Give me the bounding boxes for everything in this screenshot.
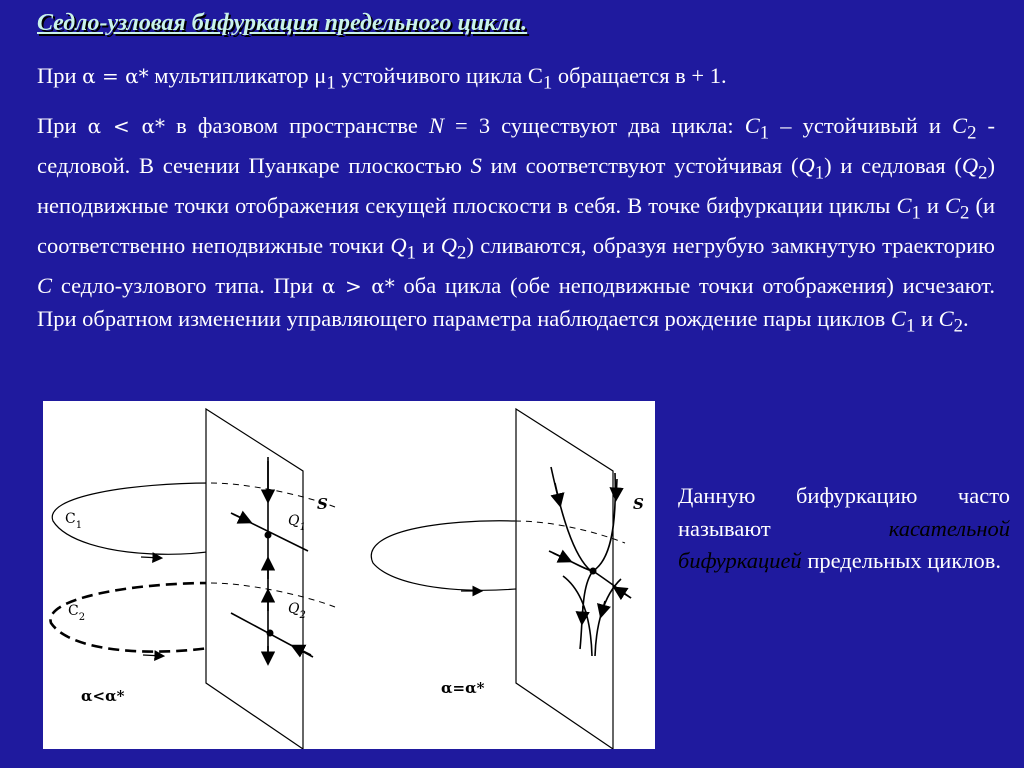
label-condition-right: α=α* bbox=[441, 679, 485, 697]
math-symbol: C bbox=[938, 305, 954, 331]
text: мультипликатор μ bbox=[148, 63, 327, 88]
math-symbol: Q bbox=[798, 153, 815, 178]
text: им соответствуют устойчивая ( bbox=[481, 153, 799, 178]
subscript: 1 bbox=[326, 72, 336, 94]
left-panel bbox=[51, 409, 335, 749]
math-symbol: C bbox=[952, 113, 968, 138]
math-symbol: C bbox=[37, 273, 53, 298]
cycle-c1-direction-arrow bbox=[141, 557, 161, 558]
label-q1: $Q_1$ bbox=[288, 513, 306, 533]
subscript: 2 bbox=[967, 122, 977, 144]
side-note bbox=[678, 480, 1010, 578]
right-panel bbox=[371, 409, 644, 749]
text: Данную бифуркацию часто называют bbox=[678, 483, 1010, 541]
text: При bbox=[37, 113, 88, 138]
bifurcation-figure bbox=[43, 401, 655, 749]
text: . bbox=[963, 305, 969, 331]
math-symbol: C bbox=[896, 193, 912, 218]
alpha-expression: α > α* bbox=[321, 274, 395, 298]
emphasized-term: касательной бифуркацией bbox=[678, 515, 1010, 573]
text: ) и седловая ( bbox=[824, 153, 962, 178]
text: При bbox=[37, 63, 83, 88]
math-symbol: Q bbox=[961, 153, 979, 178]
subscript: 1 bbox=[814, 162, 825, 184]
text: = 3 существуют два цикла: bbox=[443, 113, 745, 138]
slide-title: Седло-узловая бифуркация предельного цикла. bbox=[37, 10, 528, 36]
label-condition-left: α<α* bbox=[81, 687, 125, 705]
math-symbol: N bbox=[428, 113, 444, 138]
subscript: 1 bbox=[542, 72, 553, 94]
label-plane-s-left: S bbox=[317, 495, 328, 513]
text: ) неподвижные точки отображения секущей плоскости в себя. В точке бифуркации циклы bbox=[37, 153, 995, 218]
text: и bbox=[915, 305, 939, 331]
text: и bbox=[415, 233, 441, 258]
subscript: 2 bbox=[457, 242, 467, 264]
bifurcation-diagram bbox=[43, 401, 655, 749]
paragraph-description bbox=[37, 110, 995, 343]
cycle-c2-direction-arrow bbox=[143, 655, 163, 656]
math-symbol: Q bbox=[390, 233, 407, 258]
text: обращается в + 1. bbox=[552, 63, 727, 88]
label-q2: $Q_2$ bbox=[288, 601, 306, 621]
math-symbol: C bbox=[945, 193, 961, 218]
subscript: 2 bbox=[960, 202, 970, 224]
subscript: 2 bbox=[978, 162, 988, 184]
saddle-node-point bbox=[590, 568, 597, 575]
subscript: 1 bbox=[759, 122, 770, 144]
subscript: 1 bbox=[406, 242, 416, 264]
text: предельных циклов. bbox=[801, 548, 1001, 573]
subscript: 2 bbox=[953, 315, 963, 336]
math-symbol: Q bbox=[440, 233, 458, 258]
text: оба цикла (обе неподвижные точки отображения) исчезают. При обратном изменении управляющего параметра наблюдается рождение пары циклов bbox=[37, 273, 995, 331]
text: (и соответственно неподвижные точки bbox=[37, 193, 995, 258]
label-c1: $C_1$ bbox=[65, 511, 83, 531]
text: седло-узлового типа. При bbox=[52, 273, 322, 298]
trajectory-right-arrow bbox=[616, 479, 617, 499]
math-symbol: S bbox=[470, 153, 482, 178]
text: и bbox=[920, 193, 945, 218]
text: - седловой. В сечении Пуанкаре плоскостью bbox=[37, 113, 996, 178]
subscript: 1 bbox=[911, 202, 921, 224]
poincare-plane-right bbox=[516, 409, 613, 749]
alpha-expression: α < α* bbox=[87, 114, 166, 138]
math-symbol: C bbox=[890, 305, 906, 331]
text: устойчивого цикла C bbox=[335, 63, 543, 88]
fixed-point-q1 bbox=[265, 532, 272, 539]
subscript: 1 bbox=[905, 315, 916, 336]
text: ) сливаются, образуя негрубую замкнутую траекторию bbox=[466, 233, 995, 258]
fixed-point-q2 bbox=[267, 630, 274, 637]
trajectory-lower-right-arrow bbox=[615, 588, 631, 598]
math-symbol: C bbox=[744, 113, 760, 138]
text: – устойчивый и bbox=[769, 113, 953, 138]
poincare-plane-left bbox=[206, 409, 303, 749]
paragraph-multiplier bbox=[37, 60, 995, 100]
trajectory-descending-1-arrow bbox=[582, 606, 583, 623]
label-c2: $C_2$ bbox=[68, 603, 86, 623]
label-plane-s-right: S bbox=[633, 495, 644, 513]
alpha-expression: α = α* bbox=[82, 64, 149, 88]
text: в фазовом пространстве bbox=[165, 113, 429, 138]
